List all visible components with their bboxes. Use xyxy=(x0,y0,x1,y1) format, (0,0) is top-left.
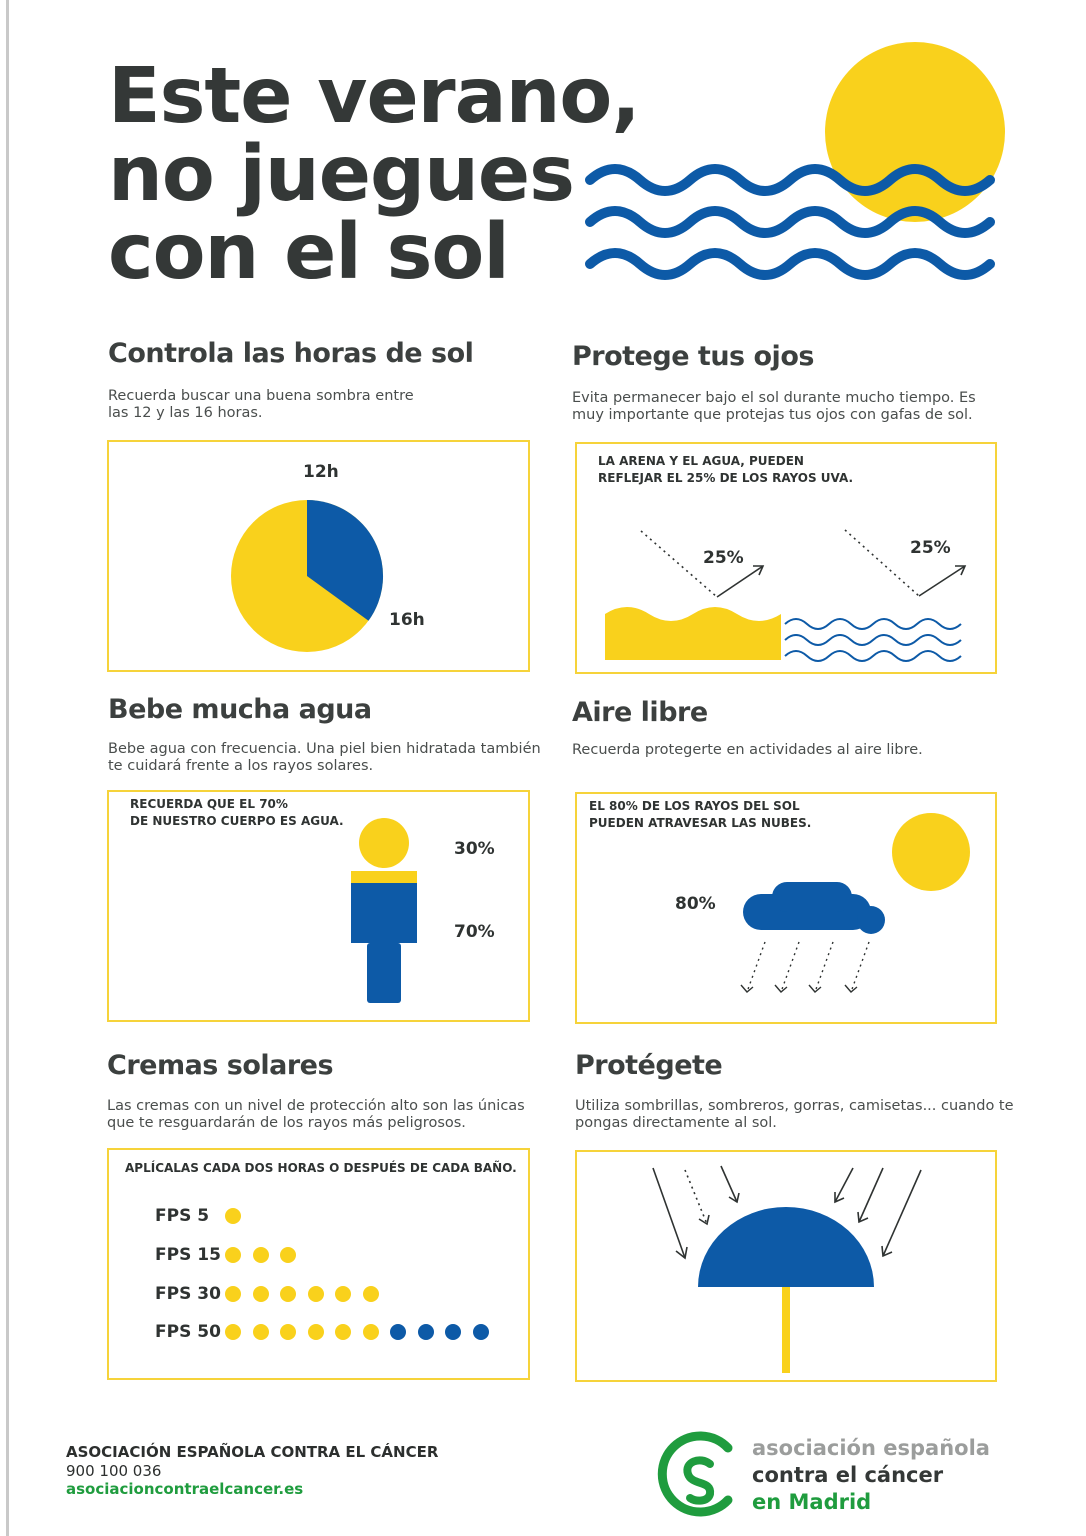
fps-dots xyxy=(225,1208,253,1224)
creams-caption: APLÍCALAS CADA DOS HORAS O DESPUÉS DE CADA BAÑO. xyxy=(125,1161,517,1175)
aecc-logo-text xyxy=(752,1435,990,1516)
fps-dot-yellow xyxy=(308,1286,324,1302)
fps-label: FPS 50 xyxy=(155,1322,221,1342)
hours-pie-chart xyxy=(229,498,385,654)
title-line-2: no juegues xyxy=(108,130,574,219)
fps-dot-blue xyxy=(473,1324,489,1340)
title-line-3: con el sol xyxy=(108,208,509,297)
fps-row xyxy=(155,1322,500,1342)
section-title-hours: Controla las horas de sol xyxy=(108,338,474,369)
section-title-outdoor: Aire libre xyxy=(572,697,708,728)
fps-dot-yellow xyxy=(280,1247,296,1263)
fps-label: FPS 5 xyxy=(155,1206,210,1226)
logo-line-2: contra el cáncer xyxy=(752,1463,944,1487)
reflection-illustration xyxy=(577,444,995,672)
hours-panel xyxy=(107,440,530,672)
fps-dot-yellow xyxy=(225,1208,241,1224)
outdoor-caption: EL 80% DE LOS RAYOS DEL SOL PUEDEN ATRAVESAR LAS NUBES. xyxy=(589,799,812,830)
footer-phone[interactable]: 900 100 036 xyxy=(66,1462,162,1480)
fps-dot-yellow xyxy=(225,1286,241,1302)
fps-dot-yellow xyxy=(253,1247,269,1263)
section-text-water: Bebe agua con frecuencia. Una piel bien hidratada también te cuidará frente a los rayos solares. xyxy=(108,741,541,774)
fps-row xyxy=(155,1206,253,1226)
fps-dot-yellow xyxy=(335,1324,351,1340)
cloud-percent-label: 80% xyxy=(675,894,716,914)
fps-dot-blue xyxy=(390,1324,406,1340)
label-16h: 16h xyxy=(389,610,425,630)
fps-dot-yellow xyxy=(335,1286,351,1302)
fps-row xyxy=(155,1284,390,1304)
section-text-protect: Utiliza sombrillas, sombreros, gorras, camisetas... cuando te pongas directamente al sol. xyxy=(575,1098,1014,1131)
section-title-protect: Protégete xyxy=(575,1050,723,1081)
fps-dot-yellow xyxy=(280,1324,296,1340)
fps-row xyxy=(155,1245,308,1265)
footer-website-link[interactable]: asociacioncontraelcancer.es xyxy=(66,1480,304,1498)
title-line-1: Este verano, xyxy=(108,52,640,141)
eyes-caption: LA ARENA Y EL AGUA, PUEDEN REFLEJAR EL 25% DE LOS RAYOS UVA. xyxy=(598,454,854,485)
water-lines-icon xyxy=(785,619,961,661)
logo-line-1: asociación española xyxy=(752,1436,990,1460)
section-text-eyes: Evita permanecer bajo el sol durante mucho tiempo. Es muy importante que protejas tus ojos con gafas de sol. xyxy=(572,390,976,423)
water-reflect-label: 25% xyxy=(910,538,951,558)
fps-label: FPS 15 xyxy=(155,1245,221,1265)
section-title-water: Bebe mucha agua xyxy=(108,694,372,725)
fps-dots xyxy=(225,1286,390,1302)
fps-dot-blue xyxy=(418,1324,434,1340)
fps-dot-yellow xyxy=(225,1324,241,1340)
cloud-sun-illustration xyxy=(577,794,995,1022)
fps-dot-yellow xyxy=(253,1324,269,1340)
section-text-outdoor: Recuerda protegerte en actividades al aire libre. xyxy=(572,742,923,758)
umbrella-illustration xyxy=(577,1152,995,1380)
fps-dot-yellow xyxy=(280,1286,296,1302)
fps-dot-yellow xyxy=(363,1324,379,1340)
fps-dots xyxy=(225,1324,500,1340)
logo-line-3: en Madrid xyxy=(752,1490,872,1514)
water-panel xyxy=(107,790,530,1022)
rain-rays xyxy=(741,942,869,992)
sun-icon xyxy=(892,813,970,891)
section-text-creams: Las cremas con un nivel de protección alto son las únicas que te resguardarán de los rayos más peligrosos. xyxy=(107,1098,525,1131)
umbrella-canopy-icon xyxy=(698,1207,874,1287)
creams-panel xyxy=(107,1148,530,1380)
water-caption: RECUERDA QUE EL 70% DE NUESTRO CUERPO ES AGUA. xyxy=(130,797,344,828)
section-title-eyes: Protege tus ojos xyxy=(572,341,814,372)
cloud-icon xyxy=(743,882,885,934)
sun-icon xyxy=(825,42,1005,222)
fps-dot-yellow xyxy=(225,1247,241,1263)
body-bottom-percent: 70% xyxy=(454,922,495,942)
scan-edge xyxy=(6,0,9,1536)
fps-dots xyxy=(225,1247,308,1263)
fps-label: FPS 30 xyxy=(155,1284,221,1304)
fps-dot-yellow xyxy=(308,1324,324,1340)
section-text-hours: Recuerda buscar una buena sombra entre las 12 y las 16 horas. xyxy=(108,388,414,421)
fps-dot-yellow xyxy=(253,1286,269,1302)
umbrella-pole-icon xyxy=(782,1287,790,1373)
page-title xyxy=(108,52,640,297)
protect-panel xyxy=(575,1150,997,1382)
footer-org-name: ASOCIACIÓN ESPAÑOLA CONTRA EL CÁNCER xyxy=(66,1443,439,1461)
label-12h: 12h xyxy=(303,462,339,482)
outdoor-panel xyxy=(575,792,997,1024)
sand-shape xyxy=(605,607,781,660)
water-rays xyxy=(845,530,965,596)
fps-dot-yellow xyxy=(363,1286,379,1302)
body-top-percent: 30% xyxy=(454,839,495,859)
sand-reflect-label: 25% xyxy=(703,548,744,568)
aecc-logo-icon xyxy=(650,1428,744,1520)
fps-dot-blue xyxy=(445,1324,461,1340)
sun-waves-illustration xyxy=(580,40,1020,300)
human-body-icon xyxy=(349,816,419,1008)
eyes-panel xyxy=(575,442,997,674)
sand-rays xyxy=(641,531,763,597)
section-title-creams: Cremas solares xyxy=(107,1050,334,1081)
